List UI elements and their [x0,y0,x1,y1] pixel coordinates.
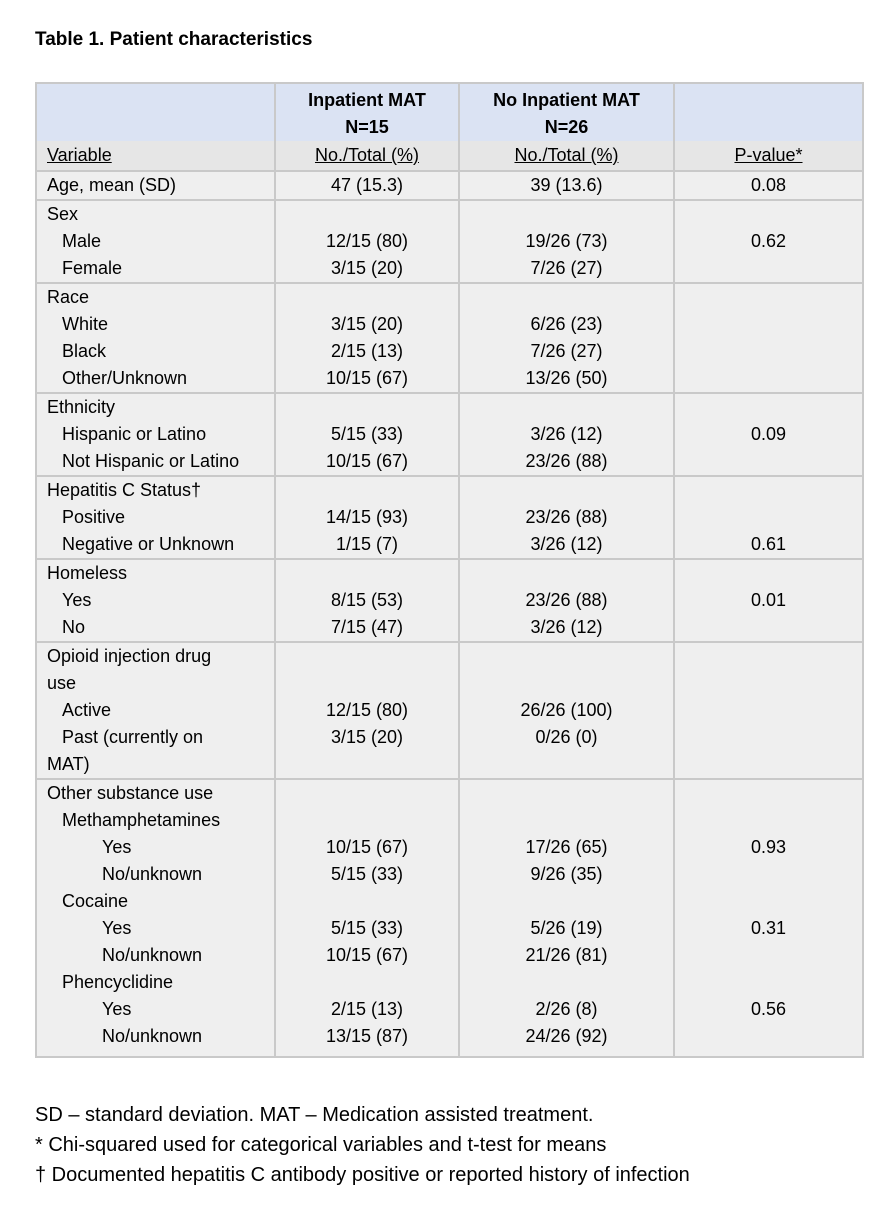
inpatient-mat-cell [275,642,459,779]
pvalue-cell-line [685,311,852,338]
inpatient-mat-cell-line [286,284,448,311]
variable-cell [36,642,275,779]
pvalue-cell [674,200,863,283]
header-inpatient-mat [275,83,459,141]
inpatient-mat-cell-line: 8/15 (53) [330,590,404,610]
pvalue-cell-line [685,614,852,641]
no-inpatient-mat-cell-line: 26/26 (100) [520,700,613,720]
inpatient-mat-cell [275,171,459,200]
variable-cell-line: Positive [62,507,126,527]
no-inpatient-mat-cell-line: 23/26 (88) [525,451,608,471]
inpatient-mat-cell-line [286,394,448,421]
no-inpatient-mat-cell-line: 3/26 (12) [530,424,603,444]
pvalue-cell-line [685,284,852,311]
variable-cell-line: Hepatitis C Status† [47,480,202,500]
no-inpatient-mat-cell-line: 7/26 (27) [530,258,603,278]
variable-cell-line: Phencyclidine [62,972,174,992]
no-inpatient-mat-cell-line: 3/26 (12) [530,617,603,637]
no-inpatient-mat-cell [459,642,674,779]
table-title: Table 1. Patient characteristics [35,29,313,50]
no-inpatient-mat-cell-line: 0/26 (0) [535,727,598,747]
no-inpatient-mat-cell-line [470,807,663,834]
pvalue-cell [674,559,863,642]
inpatient-mat-cell-line: 14/15 (93) [325,507,409,527]
inpatient-mat-cell-line: 3/15 (20) [330,314,404,334]
inpatient-mat-cell-line [286,780,448,807]
pvalue-cell-line: 0.01 [750,590,787,610]
pvalue-cell-line: 0.09 [750,424,787,444]
variable-cell-line: Male [62,231,102,251]
subheader-row [36,141,863,171]
variable-cell-line: Not Hispanic or Latino [62,451,240,471]
no-inpatient-mat-cell [459,200,674,283]
pvalue-cell-line: 0.93 [750,837,787,857]
no-inpatient-mat-cell-line [470,969,663,996]
variable-cell-line: No/unknown [102,864,203,884]
header-no-inpatient-mat-label: No Inpatient MAT [493,90,640,110]
variable-cell-line: Race [47,287,90,307]
inpatient-mat-cell [275,779,459,1057]
patient-characteristics-table [35,82,864,1058]
inpatient-mat-cell-line: 10/15 (67) [325,837,409,857]
inpatient-mat-cell-line: 10/15 (67) [325,945,409,965]
inpatient-mat-cell-line: 1/15 (7) [335,534,399,554]
table-row [36,476,863,559]
no-inpatient-mat-cell-line: 23/26 (88) [525,507,608,527]
table-row [36,283,863,393]
variable-cell-line: Yes [102,837,132,857]
no-inpatient-mat-cell [459,171,674,200]
inpatient-mat-cell-line [286,201,448,228]
pvalue-cell-line [685,643,852,670]
footnote-statistics: * Chi-squared used for categorical variables and t-test for means [35,1134,607,1156]
no-inpatient-mat-cell-line [470,751,663,778]
inpatient-mat-cell-line [286,888,448,915]
no-inpatient-mat-cell [459,779,674,1057]
variable-cell-line: Other/Unknown [62,368,188,388]
variable-cell [36,171,275,200]
variable-header-text: Variable [47,145,112,165]
pvalue-cell-line [685,724,852,751]
variable-cell-line: Sex [47,204,79,224]
no-inpatient-mat-cell-line: 9/26 (35) [530,864,603,884]
table-row [36,200,863,283]
variable-cell-line: White [62,314,109,334]
variable-cell-line: Active [62,700,112,720]
inpatient-mat-cell-line [286,969,448,996]
inpatient-mat-cell [275,393,459,476]
header-row [36,83,863,141]
pvalue-cell-line [685,861,852,888]
variable-cell-line: Negative or Unknown [62,534,235,554]
no-inpatient-mat-cell-line: 6/26 (23) [530,314,603,334]
inpatient-mat-cell [275,559,459,642]
inpatient-mat-cell [275,283,459,393]
table-row [36,393,863,476]
header-blank-cell [674,83,863,141]
no-inpatient-mat-cell [459,559,674,642]
no-inpatient-mat-cell-line [470,284,663,311]
variable-cell-line: Yes [62,590,92,610]
pvalue-cell-line [685,338,852,365]
pvalue-cell-line [685,504,852,531]
variable-cell-line: Homeless [47,563,128,583]
col2-subheader [275,141,459,171]
table-row [36,642,863,779]
variable-cell [36,393,275,476]
no-inpatient-mat-cell [459,476,674,559]
no-inpatient-mat-cell-line [470,888,663,915]
pvalue-cell [674,393,863,476]
variable-cell-line: Methamphetamines [62,810,221,830]
inpatient-mat-cell-line [286,807,448,834]
pvalue-header [674,141,863,171]
pvalue-header-text: P-value* [734,145,803,165]
pvalue-cell-line: 0.31 [750,918,787,938]
variable-cell [36,200,275,283]
inpatient-mat-cell [275,200,459,283]
no-inpatient-mat-cell-line [470,643,663,670]
no-inpatient-mat-cell-line: 21/26 (81) [525,945,608,965]
header-inpatient-mat-label: Inpatient MAT [308,90,426,110]
no-inpatient-mat-cell-line: 17/26 (65) [525,837,608,857]
inpatient-mat-cell-line [286,751,448,778]
pvalue-cell-line [685,969,852,996]
variable-cell-line: Cocaine [62,891,129,911]
no-inpatient-mat-cell-line [470,780,663,807]
variable-cell-line: Hispanic or Latino [62,424,207,444]
col2-subheader-text: No./Total (%) [314,145,420,165]
variable-cell [36,283,275,393]
footnote-hepatitis: † Documented hepatitis C antibody positive or reported history of infection [35,1164,690,1186]
variable-cell-line: No [62,617,86,637]
header-no-inpatient-mat-n: N=26 [544,117,589,137]
pvalue-cell-line [685,942,852,969]
col3-subheader-text: No./Total (%) [514,145,619,165]
inpatient-mat-cell-line: 12/15 (80) [325,231,409,251]
pvalue-cell [674,642,863,779]
inpatient-mat-cell-line: 12/15 (80) [325,700,409,720]
no-inpatient-mat-cell-line: 3/26 (12) [530,534,603,554]
inpatient-mat-cell-line: 7/15 (47) [330,617,404,637]
pvalue-cell-line: 0.56 [750,999,787,1019]
variable-cell-line: No/unknown [102,1026,203,1046]
variable-cell-line: Age, mean (SD) [47,175,177,195]
pvalue-cell-line [685,201,852,228]
inpatient-mat-cell [275,476,459,559]
pvalue-cell-line: 0.08 [750,175,787,195]
inpatient-mat-cell-line: 5/15 (33) [330,918,404,938]
no-inpatient-mat-cell-line: 39 (13.6) [530,175,603,195]
variable-cell-line: Yes [102,999,132,1019]
inpatient-mat-cell-line: 3/15 (20) [330,727,404,747]
pvalue-cell-line [685,670,852,697]
pvalue-cell-line [685,365,852,392]
pvalue-cell-line [685,807,852,834]
no-inpatient-mat-cell [459,283,674,393]
header-no-inpatient-mat [459,83,674,141]
pvalue-cell-line [685,394,852,421]
no-inpatient-mat-cell-line: 2/26 (8) [535,999,598,1019]
no-inpatient-mat-cell-line [470,394,663,421]
pvalue-cell-line [685,255,852,282]
pvalue-cell-line [685,697,852,724]
pvalue-cell [674,779,863,1057]
no-inpatient-mat-cell-line [470,201,663,228]
pvalue-cell-line [685,1023,852,1050]
col3-subheader [459,141,674,171]
no-inpatient-mat-cell-line [470,560,663,587]
pvalue-cell-line [685,477,852,504]
pvalue-cell-line: 0.61 [750,534,787,554]
variable-cell-line: Past (currently on [62,727,204,747]
variable-cell-line: No/unknown [102,945,203,965]
inpatient-mat-cell-line: 10/15 (67) [325,451,409,471]
inpatient-mat-cell-line [286,670,448,697]
variable-cell-line: Female [62,258,123,278]
inpatient-mat-cell-line [286,560,448,587]
pvalue-cell-line [685,888,852,915]
table-row [36,779,863,1057]
variable-cell-line: Ethnicity [47,397,116,417]
inpatient-mat-cell-line [286,477,448,504]
no-inpatient-mat-cell-line [470,477,663,504]
no-inpatient-mat-cell-line: 19/26 (73) [525,231,608,251]
footnotes [35,1100,690,1190]
inpatient-mat-cell-line: 13/15 (87) [325,1026,409,1046]
pvalue-cell-line: 0.62 [750,231,787,251]
no-inpatient-mat-cell-line: 13/26 (50) [525,368,608,388]
variable-cell [36,559,275,642]
footnote-abbreviations: SD – standard deviation. MAT – Medication assisted treatment. [35,1104,594,1126]
pvalue-cell [674,283,863,393]
header-inpatient-mat-n: N=15 [345,117,389,137]
variable-cell-line: Opioid injection drug [47,646,212,666]
pvalue-cell [674,171,863,200]
inpatient-mat-cell-line: 2/15 (13) [330,341,404,361]
variable-cell-line: use [47,673,77,693]
inpatient-mat-cell-line: 2/15 (13) [330,999,404,1019]
variable-cell [36,476,275,559]
header-blank-cell [36,83,275,141]
variable-cell [36,779,275,1057]
no-inpatient-mat-cell-line [470,670,663,697]
variable-header [36,141,275,171]
inpatient-mat-cell-line: 10/15 (67) [325,368,409,388]
table-row [36,559,863,642]
variable-cell-line: Black [62,341,107,361]
no-inpatient-mat-cell-line: 5/26 (19) [530,918,603,938]
inpatient-mat-cell-line: 5/15 (33) [330,424,404,444]
variable-cell-line: Other substance use [47,783,214,803]
pvalue-cell [674,476,863,559]
inpatient-mat-cell-line: 3/15 (20) [330,258,404,278]
pvalue-cell-line [685,751,852,778]
inpatient-mat-cell-line [286,643,448,670]
pvalue-cell-line [685,560,852,587]
no-inpatient-mat-cell [459,393,674,476]
inpatient-mat-cell-line: 47 (15.3) [330,175,404,195]
pvalue-cell-line [685,780,852,807]
variable-cell-line: Yes [102,918,132,938]
table-row [36,171,863,200]
variable-cell-line: MAT) [47,754,90,774]
no-inpatient-mat-cell-line: 23/26 (88) [525,590,608,610]
inpatient-mat-cell-line: 5/15 (33) [330,864,404,884]
no-inpatient-mat-cell-line: 7/26 (27) [530,341,603,361]
pvalue-cell-line [685,448,852,475]
no-inpatient-mat-cell-line: 24/26 (92) [525,1026,608,1046]
